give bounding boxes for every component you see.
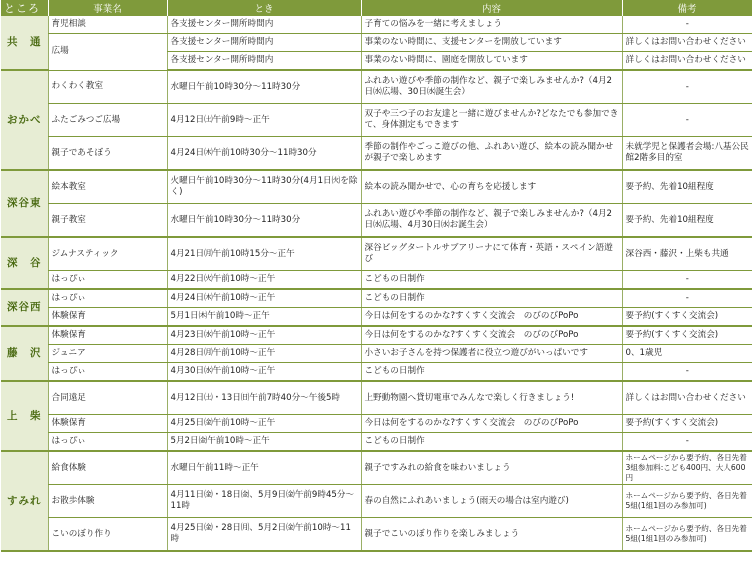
- table-row: [1, 237, 752, 271]
- table-row: [1, 345, 752, 363]
- table-row: [1, 308, 752, 327]
- when-cell: 火曜日午前10時30分～11時30分(4月1日㈫を除く): [167, 170, 361, 204]
- table-row: [1, 137, 752, 171]
- note-cell: 深谷西・藤沢・上柴も共通: [622, 237, 752, 271]
- table-row: [1, 170, 752, 204]
- table-row: [1, 271, 752, 290]
- content-cell: こどもの日制作: [361, 271, 622, 290]
- content-cell: 事業のない時間に、支援センターを開放しています: [361, 34, 622, 52]
- event-cell: ふたごみつご広場: [48, 104, 167, 137]
- event-cell: 体験保育: [48, 415, 167, 433]
- header-row: [1, 0, 752, 16]
- event-cell: ジムナスティック: [48, 237, 167, 271]
- content-cell: 今日は何をするのかな?すくすく交流会 のびのびPoPo: [361, 415, 622, 433]
- when-cell: 4月30日㈬午前10時～正午: [167, 363, 361, 382]
- content-cell: 春の自然にふれあいましょう(雨天の場合は室内遊び): [361, 485, 622, 518]
- event-cell: 体験保育: [48, 326, 167, 345]
- when-cell: 各支援センター開所時間内: [167, 16, 361, 34]
- place-cell: 共 通: [1, 16, 48, 70]
- table-row: [1, 326, 752, 345]
- table-row: [1, 70, 752, 104]
- content-cell: 季節の制作やごっこ遊びの他、ふれあい遊び、絵本の読み聞かせが親子で楽しめます: [361, 137, 622, 171]
- event-cell: こいのぼり作り: [48, 518, 167, 552]
- content-cell: こどもの日制作: [361, 433, 622, 452]
- when-cell: 5月1日㈭午前10時～正午: [167, 308, 361, 327]
- place-cell: すみれ: [1, 451, 48, 551]
- content-cell: 親子ですみれの給食を味わいましょう: [361, 451, 622, 485]
- content-cell: 今日は何をするのかな?すくすく交流会 のびのびPoPo: [361, 326, 622, 345]
- note-cell: -: [622, 289, 752, 308]
- note-cell: 要予約(すくすく交流会): [622, 415, 752, 433]
- header-event: 事業名: [48, 0, 167, 16]
- place-cell: 深谷西: [1, 289, 48, 326]
- event-cell: 合同遠足: [48, 381, 167, 415]
- header-note: 備考: [622, 0, 752, 16]
- note-cell: ホームページから要予約、各日先着3組参加料:こども400円、大人600円: [622, 451, 752, 485]
- when-cell: 4月25日㈮午前10時～正午: [167, 415, 361, 433]
- when-cell: 水曜日午前11時～正午: [167, 451, 361, 485]
- place-cell: おかべ: [1, 70, 48, 170]
- event-cell: ジュニア: [48, 345, 167, 363]
- event-cell: 親子であそぼう: [48, 137, 167, 171]
- content-cell: 子育ての悩みを一緒に考えましょう: [361, 16, 622, 34]
- table-row: [1, 415, 752, 433]
- when-cell: 4月21日㈪午前10時15分～正午: [167, 237, 361, 271]
- place-cell: 深谷東: [1, 170, 48, 237]
- when-cell: 各支援センター開所時間内: [167, 52, 361, 71]
- when-cell: 4月25日㈮・28日㈪、5月2日㈮午前10時～11時: [167, 518, 361, 552]
- place-cell: 上 柴: [1, 381, 48, 451]
- note-cell: ホームページから要予約、各日先着5組(1組1回のみ参加可): [622, 518, 752, 552]
- when-cell: 水曜日午前10時30分～11時30分: [167, 70, 361, 104]
- when-cell: 各支援センター開所時間内: [167, 34, 361, 52]
- when-cell: 水曜日午前10時30分～11時30分: [167, 204, 361, 238]
- note-cell: -: [622, 433, 752, 452]
- header-when: とき: [167, 0, 361, 16]
- note-cell: -: [622, 70, 752, 104]
- note-cell: 要予約(すくすく交流会): [622, 326, 752, 345]
- note-cell: 要予約、先着10組程度: [622, 170, 752, 204]
- note-cell: -: [622, 104, 752, 137]
- table-row: [1, 451, 752, 485]
- event-cell: 給食体験: [48, 451, 167, 485]
- content-cell: 親子でこいのぼり作りを楽しみましょう: [361, 518, 622, 552]
- event-cell: 体験保育: [48, 308, 167, 327]
- event-cell: 育児相談: [48, 16, 167, 34]
- when-cell: 4月12日㈯午前9時～正午: [167, 104, 361, 137]
- content-cell: 深谷ビッグタートルサブアリーナにて体育・英語・スペイン語遊び: [361, 237, 622, 271]
- event-cell: はっぴぃ: [48, 289, 167, 308]
- when-cell: 4月12日㈯・13日㈰午前7時40分～午後5時: [167, 381, 361, 415]
- note-cell: 詳しくはお問い合わせください: [622, 52, 752, 71]
- content-cell: 事業のない時間に、園庭を開放しています: [361, 52, 622, 71]
- header-content: 内容: [361, 0, 622, 16]
- content-cell: 双子や三つ子のお友達と一緒に遊びませんか?どなたでも参加できて、身体測定もできます: [361, 104, 622, 137]
- note-cell: 詳しくはお問い合わせください: [622, 34, 752, 52]
- event-cell: はっぴぃ: [48, 363, 167, 382]
- content-cell: 絵本の読み聞かせで、心の育ちを応援します: [361, 170, 622, 204]
- note-cell: 0、1歳児: [622, 345, 752, 363]
- event-cell: 親子教室: [48, 204, 167, 238]
- table-row: [1, 381, 752, 415]
- event-cell: 広場: [48, 34, 167, 71]
- table-row: [1, 34, 752, 52]
- content-cell: 上野動物園へ貸切電車でみんなで楽しく行きましょう!: [361, 381, 622, 415]
- note-cell: 詳しくはお問い合わせください: [622, 381, 752, 415]
- event-cell: はっぴぃ: [48, 271, 167, 290]
- place-cell: 藤 沢: [1, 326, 48, 381]
- event-cell: お散歩体験: [48, 485, 167, 518]
- table-row: [1, 16, 752, 34]
- table-row: [1, 204, 752, 238]
- content-cell: こどもの日制作: [361, 363, 622, 382]
- when-cell: 4月11日㈮・18日㈮、5月9日㈮午前9時45分～11時: [167, 485, 361, 518]
- content-cell: ふれあい遊びや季節の制作など、親子で楽しみませんか?（4月2日㈬広場、4月30日㈬お誕生会）: [361, 204, 622, 238]
- schedule-table: [1, 0, 753, 552]
- when-cell: 4月24日㈭午前10時～正午: [167, 289, 361, 308]
- note-cell: 未就学児と保護者会場:八基公民館2階多目的室: [622, 137, 752, 171]
- table-row: [1, 289, 752, 308]
- place-cell: 深 谷: [1, 237, 48, 289]
- table-row: [1, 485, 752, 518]
- event-cell: わくわく教室: [48, 70, 167, 104]
- when-cell: 4月23日㈬午前10時～正午: [167, 326, 361, 345]
- note-cell: 要予約(すくすく交流会): [622, 308, 752, 327]
- event-cell: 絵本教室: [48, 170, 167, 204]
- content-cell: こどもの日制作: [361, 289, 622, 308]
- note-cell: 要予約、先着10組程度: [622, 204, 752, 238]
- when-cell: 4月24日㈭午前10時30分～11時30分: [167, 137, 361, 171]
- content-cell: 小さいお子さんを持つ保護者に役立つ遊びがいっぱいです: [361, 345, 622, 363]
- table-row: [1, 363, 752, 382]
- header-place: ところ: [1, 0, 48, 16]
- event-cell: はっぴぃ: [48, 433, 167, 452]
- content-cell: 今日は何をするのかな?すくすく交流会 のびのびPoPo: [361, 308, 622, 327]
- note-cell: -: [622, 363, 752, 382]
- note-cell: -: [622, 271, 752, 290]
- table-row: [1, 518, 752, 552]
- when-cell: 4月22日㈫午前10時～正午: [167, 271, 361, 290]
- table-row: [1, 433, 752, 452]
- when-cell: 4月28日㈪午前10時～正午: [167, 345, 361, 363]
- table-row: [1, 104, 752, 137]
- note-cell: -: [622, 16, 752, 34]
- note-cell: ホームページから要予約、各日先着5組(1組1回のみ参加可): [622, 485, 752, 518]
- when-cell: 5月2日㈮午前10時～正午: [167, 433, 361, 452]
- content-cell: ふれあい遊びや季節の制作など、親子で楽しみませんか?（4月2日㈬広場、30日㈬誕生会）: [361, 70, 622, 104]
